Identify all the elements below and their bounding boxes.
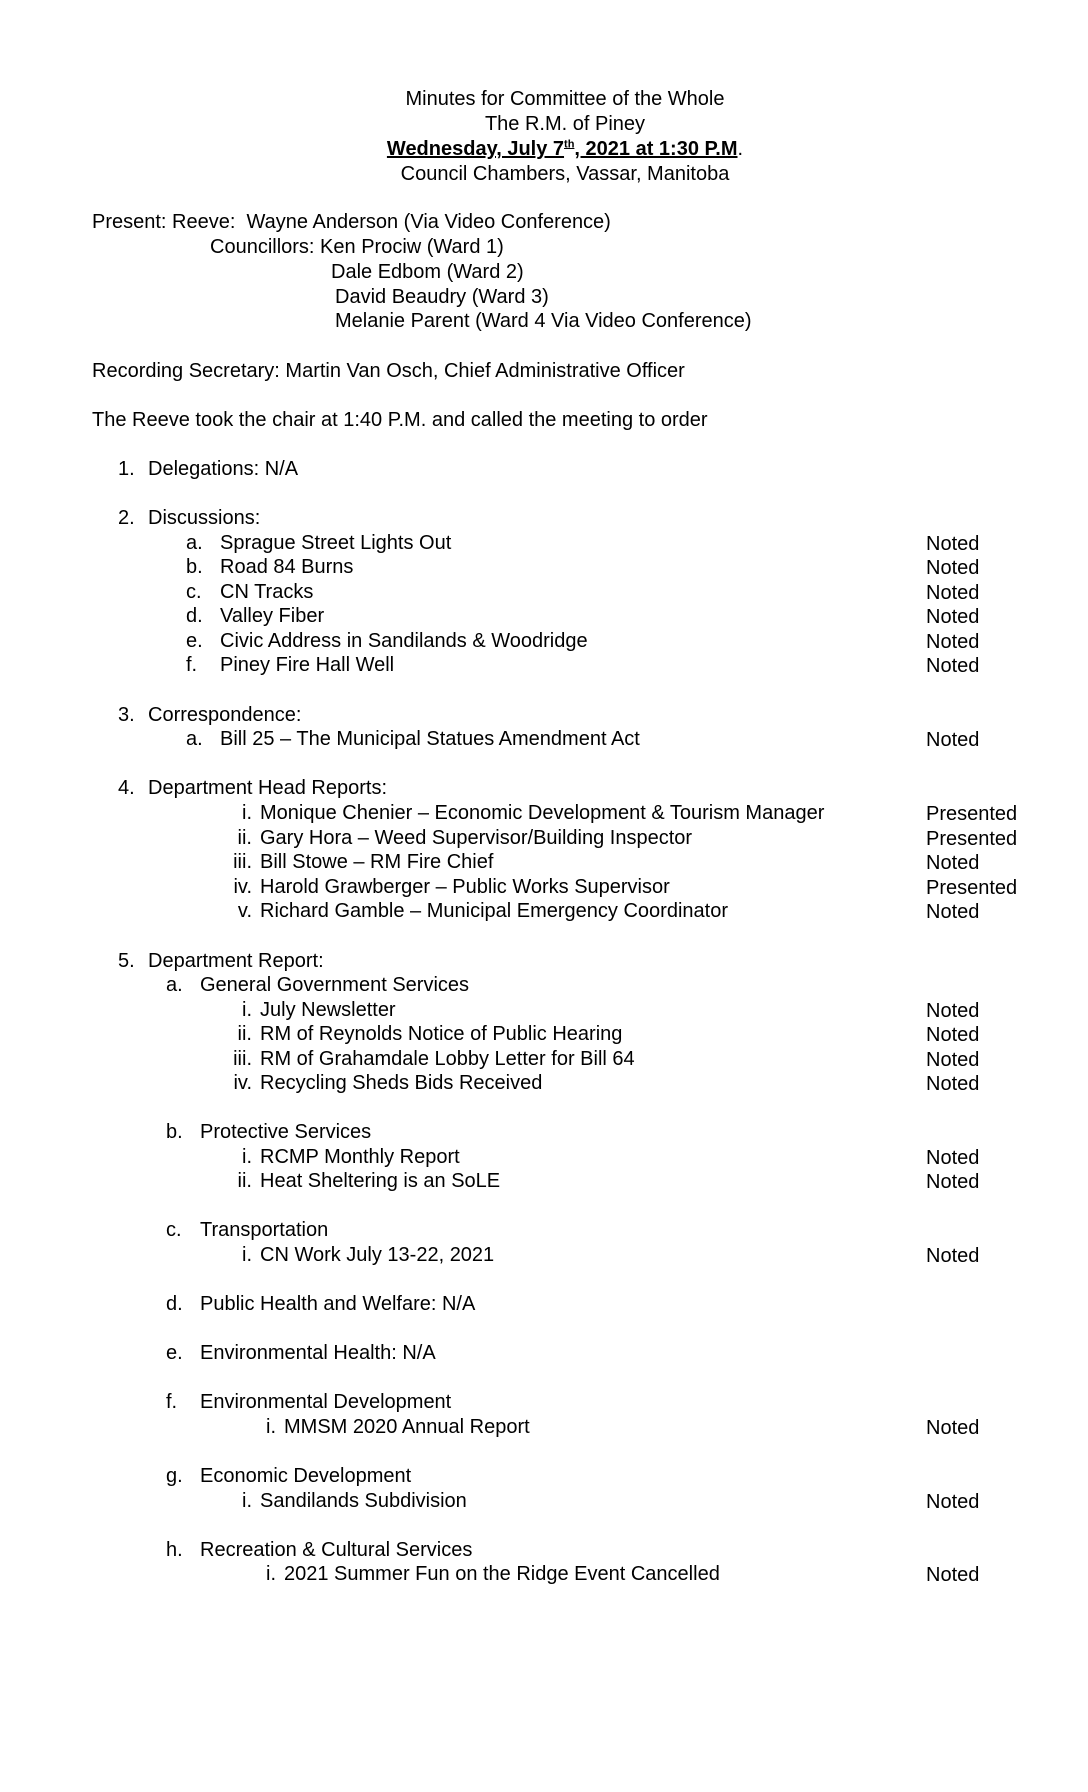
section-number: 1.	[118, 458, 135, 480]
present-label: Present:	[92, 211, 167, 233]
list-item	[222, 1147, 460, 1167]
list-item	[186, 729, 640, 749]
subsection-title: Environmental Development	[200, 1391, 452, 1413]
subsection-title: General Government Services	[200, 974, 470, 996]
meeting-date-day: Wednesday, July 7	[386, 138, 565, 160]
item-marker: i.	[242, 1146, 252, 1168]
subsection-title: Public Health and Welfare: N/A	[200, 1293, 476, 1315]
list-item	[186, 655, 394, 675]
item-marker: i.	[242, 1244, 252, 1266]
item-marker: iii.	[233, 851, 252, 873]
subsection-general-government	[166, 975, 469, 995]
list-item	[222, 1000, 396, 1020]
list-item	[246, 1417, 530, 1437]
status-label: Noted	[926, 901, 980, 923]
item-marker: i.	[266, 1563, 276, 1585]
subsection-environmental-health	[166, 1343, 436, 1363]
subsection-transportation	[166, 1220, 328, 1240]
list-item	[222, 901, 728, 921]
subsection-title: Transportation	[200, 1219, 329, 1241]
status-label: Noted	[926, 655, 980, 677]
document-title: Minutes for Committee of the Whole	[405, 88, 725, 110]
list-item	[186, 533, 451, 553]
item-text: Road 84 Burns	[220, 556, 354, 578]
section-number: 5.	[118, 950, 135, 972]
subsection-marker: g.	[166, 1465, 183, 1487]
item-marker: d.	[186, 605, 203, 627]
item-marker: iv.	[233, 1072, 252, 1094]
section-title: Discussions:	[148, 507, 261, 529]
recording-secretary: Recording Secretary: Martin Van Osch, Chief Administrative Officer	[92, 360, 685, 382]
item-marker: i.	[242, 1490, 252, 1512]
item-text: Civic Address in Sandilands & Woodridge	[220, 630, 588, 652]
list-item	[222, 1171, 500, 1191]
subsection-marker: h.	[166, 1539, 183, 1561]
item-text: CN Work July 13-22, 2021	[260, 1244, 495, 1266]
section-number: 3.	[118, 704, 135, 726]
meeting-date-end: .	[737, 138, 744, 160]
reeve-name: Wayne Anderson (Via Video Conference)	[246, 211, 611, 233]
list-item	[222, 1491, 467, 1511]
item-text: Bill 25 – The Municipal Statues Amendment Act	[220, 728, 640, 750]
status-label: Noted	[926, 1000, 980, 1022]
subsection-recreation-cultural	[166, 1540, 472, 1560]
section-title: Department Report:	[148, 950, 324, 972]
item-text: RM of Reynolds Notice of Public Hearing	[260, 1023, 623, 1045]
list-item	[222, 1073, 542, 1093]
item-text: Sandilands Subdivision	[260, 1490, 467, 1512]
status-label: Presented	[926, 803, 1018, 825]
item-marker: iv.	[233, 876, 252, 898]
section-number: 4.	[118, 777, 135, 799]
section-title: Correspondence:	[148, 704, 302, 726]
list-item	[186, 582, 313, 602]
status-label: Noted	[926, 1147, 980, 1169]
list-item	[222, 803, 824, 823]
item-text: RCMP Monthly Report	[260, 1146, 460, 1168]
item-marker: e.	[186, 630, 203, 652]
meeting-date	[0, 138, 1088, 161]
section-title: Department Head Reports:	[148, 777, 388, 799]
item-marker: a.	[186, 728, 203, 750]
item-text: Sprague Street Lights Out	[220, 532, 452, 554]
councillors-label: Councillors:	[210, 236, 315, 258]
item-text: Monique Chenier – Economic Development & Tourism Manager	[260, 802, 825, 824]
item-text: Piney Fire Hall Well	[220, 654, 395, 676]
status-label: Noted	[926, 852, 980, 874]
list-item	[186, 631, 588, 651]
status-label: Noted	[926, 1564, 980, 1586]
item-marker: ii.	[237, 1170, 252, 1192]
subsection-public-health	[166, 1294, 475, 1314]
status-label: Noted	[926, 1049, 980, 1071]
section-number: 2.	[118, 507, 135, 529]
councillor-name: Dale Edbom (Ward 2)	[331, 261, 524, 283]
list-item	[222, 877, 670, 897]
item-text: Harold Grawberger – Public Works Supervisor	[260, 876, 670, 898]
item-marker: b.	[186, 556, 203, 578]
section-discussions	[118, 508, 260, 528]
list-item	[186, 557, 353, 577]
list-item	[222, 852, 493, 872]
item-marker: a.	[186, 532, 203, 554]
list-item	[186, 606, 324, 626]
item-text: Heat Sheltering is an SoLE	[260, 1170, 501, 1192]
section-department-head-reports	[118, 778, 387, 798]
councillor-name: Ken Prociw (Ward 1)	[320, 236, 504, 258]
subsection-marker: d.	[166, 1293, 183, 1315]
status-label: Noted	[926, 533, 980, 555]
list-item	[222, 1049, 635, 1069]
status-label: Noted	[926, 1073, 980, 1095]
subsection-marker: f.	[166, 1391, 178, 1413]
status-label: Noted	[926, 1491, 980, 1513]
item-text: Valley Fiber	[220, 605, 325, 627]
status-label: Noted	[926, 729, 980, 751]
item-marker: f.	[186, 654, 198, 676]
subsection-title: Environmental Health: N/A	[200, 1342, 436, 1364]
item-marker: i.	[242, 802, 252, 824]
subsection-title: Economic Development	[200, 1465, 412, 1487]
meeting-date-time: , 2021 at 1:30 P.M	[574, 138, 738, 160]
item-text: RM of Grahamdale Lobby Letter for Bill 64	[260, 1048, 635, 1070]
municipality-name: The R.M. of Piney	[484, 113, 646, 135]
item-marker: i.	[266, 1416, 276, 1438]
item-marker: i.	[242, 999, 252, 1021]
councillor-name: David Beaudry (Ward 3)	[335, 286, 549, 308]
item-marker: ii.	[237, 827, 252, 849]
call-to-order: The Reeve took the chair at 1:40 P.M. and called the meeting to order	[92, 409, 708, 431]
status-label: Presented	[926, 877, 1018, 899]
subsection-economic-development	[166, 1466, 411, 1486]
status-label: Noted	[926, 1024, 980, 1046]
list-item	[246, 1564, 720, 1584]
status-label: Noted	[926, 606, 980, 628]
councillor-name: Melanie Parent (Ward 4 Via Video Conference)	[335, 310, 752, 332]
item-text: MMSM 2020 Annual Report	[284, 1416, 530, 1438]
section-correspondence	[118, 705, 301, 725]
status-label: Noted	[926, 1171, 980, 1193]
subsection-protective-services	[166, 1122, 371, 1142]
status-label: Presented	[926, 828, 1018, 850]
item-marker: v.	[237, 900, 252, 922]
status-label: Noted	[926, 1245, 980, 1267]
item-text: 2021 Summer Fun on the Ridge Event Cancelled	[284, 1563, 720, 1585]
item-marker: ii.	[237, 1023, 252, 1045]
item-marker: iii.	[233, 1048, 252, 1070]
item-marker: c.	[186, 581, 202, 603]
item-text: Bill Stowe – RM Fire Chief	[260, 851, 494, 873]
section-department-report	[118, 951, 324, 971]
meeting-location: Council Chambers, Vassar, Manitoba	[400, 163, 730, 185]
meeting-date-suffix: th	[564, 138, 575, 151]
item-text: Gary Hora – Weed Supervisor/Building Inspector	[260, 827, 693, 849]
subsection-marker: a.	[166, 974, 183, 996]
status-label: Noted	[926, 557, 980, 579]
subsection-marker: c.	[166, 1219, 182, 1241]
subsection-marker: b.	[166, 1121, 183, 1143]
list-item	[222, 1245, 494, 1265]
status-label: Noted	[926, 582, 980, 604]
subsection-title: Recreation & Cultural Services	[200, 1539, 473, 1561]
list-item	[222, 1024, 622, 1044]
list-item	[222, 828, 692, 848]
status-label: Noted	[926, 1417, 980, 1439]
councillors-line	[210, 237, 504, 257]
item-text: Recycling Sheds Bids Received	[260, 1072, 543, 1094]
section-title: Delegations: N/A	[148, 458, 299, 480]
item-text: CN Tracks	[220, 581, 314, 603]
reeve-label: Reeve:	[172, 211, 236, 233]
item-text: Richard Gamble – Municipal Emergency Coordinator	[260, 900, 728, 922]
subsection-title: Protective Services	[200, 1121, 372, 1143]
section-delegations	[118, 459, 298, 479]
subsection-environmental-development	[166, 1392, 451, 1412]
status-label: Noted	[926, 631, 980, 653]
item-text: July Newsletter	[260, 999, 396, 1021]
subsection-marker: e.	[166, 1342, 183, 1364]
present-line	[92, 212, 611, 232]
